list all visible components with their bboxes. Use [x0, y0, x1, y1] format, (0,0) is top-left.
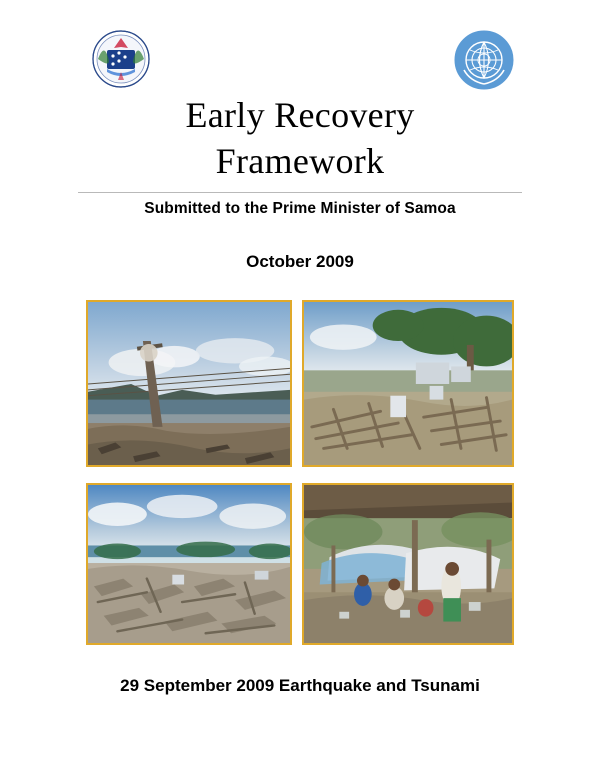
united-nations-emblem-icon [452, 28, 516, 92]
title-line-1: Early Recovery [185, 95, 415, 135]
page-title [150, 92, 450, 184]
cover-photo-grid [86, 300, 514, 645]
header-divider [78, 192, 522, 193]
title-line-2: Framework [215, 141, 385, 181]
samoa-coat-of-arms-icon [90, 28, 152, 90]
title-header [0, 92, 600, 198]
subtitle: Submitted to the Prime Minister of Samoa [144, 200, 456, 217]
cover-photo-3 [86, 483, 292, 645]
publication-date: October 2009 [246, 252, 354, 271]
cover-photo-2 [302, 300, 514, 467]
footer-caption: 29 September 2009 Earthquake and Tsunami [120, 676, 480, 695]
cover-photo-1 [86, 300, 292, 467]
cover-photo-4 [302, 483, 514, 645]
